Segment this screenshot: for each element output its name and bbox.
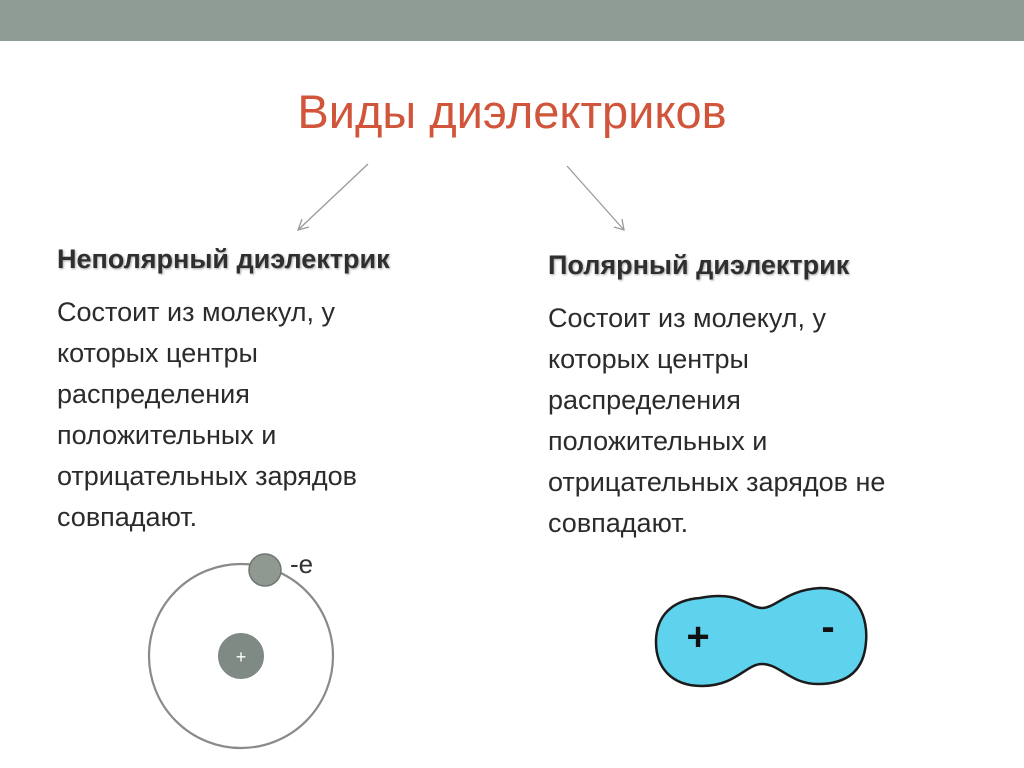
polar-line: распределения	[548, 385, 741, 415]
dipole-minus-label: -	[821, 605, 835, 649]
electron-icon	[249, 554, 281, 586]
slide-title: Виды диэлектриков	[297, 85, 727, 138]
nucleus-label: +	[235, 647, 247, 667]
nonpolar-line: распределения	[57, 379, 250, 409]
polar-heading: Полярный диэлектрик	[548, 250, 850, 280]
dipole-plus-label: +	[686, 615, 710, 659]
nonpolar-line: Состоит из молекул, у	[57, 297, 336, 327]
electron-label: -e	[290, 549, 314, 579]
nonpolar-line: отрицательных зарядов	[57, 461, 357, 491]
nonpolar-line: которых центры	[57, 338, 258, 368]
nonpolar-heading: Неполярный диэлектрик	[57, 244, 390, 274]
nonpolar-line: совпадают.	[57, 502, 198, 532]
polar-line: совпадают.	[548, 508, 689, 538]
polar-line: отрицательных зарядов не	[548, 467, 886, 497]
polar-line: которых центры	[548, 344, 749, 374]
polar-line: Состоит из молекул, у	[548, 303, 827, 333]
atom-model	[149, 549, 333, 748]
dipole-molecule	[656, 588, 866, 686]
polar-line: положительных и	[548, 426, 768, 456]
nonpolar-line: положительных и	[57, 420, 277, 450]
